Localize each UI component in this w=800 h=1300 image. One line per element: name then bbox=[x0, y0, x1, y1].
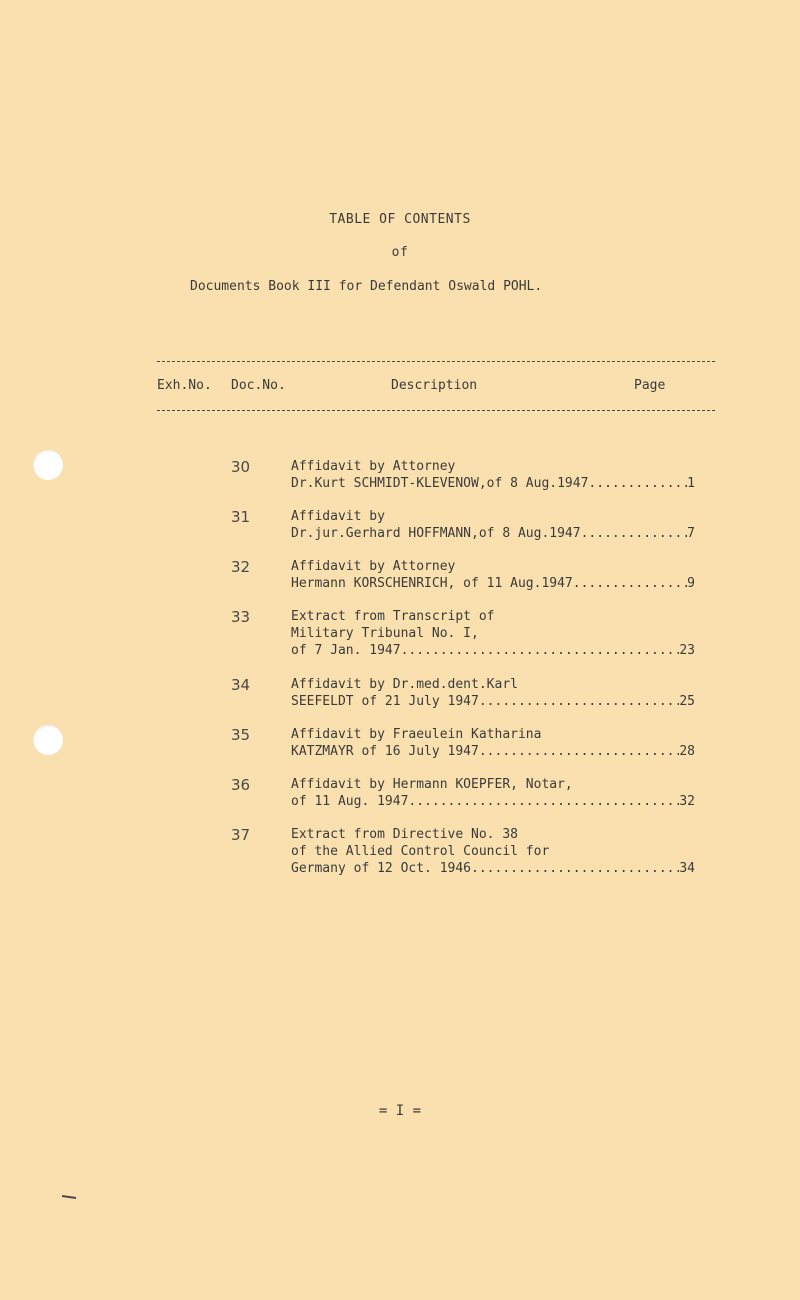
stray-mark bbox=[62, 1195, 76, 1199]
doc-number: 36 bbox=[231, 776, 251, 794]
entry-description bbox=[291, 676, 695, 710]
dot-leader bbox=[471, 860, 679, 877]
description-leader-line bbox=[291, 693, 695, 710]
document-subtitle: Documents Book III for Defendant Oswald POHL. bbox=[190, 279, 543, 294]
dot-leader bbox=[581, 525, 688, 542]
description-line: Affidavit by Attorney bbox=[291, 459, 456, 474]
description-last-line: of 11 Aug. 1947 bbox=[291, 794, 409, 809]
page-number: 9 bbox=[687, 576, 695, 591]
entry-description bbox=[291, 826, 695, 877]
page-number: 1 bbox=[687, 476, 695, 491]
page-number: 23 bbox=[679, 643, 695, 658]
entry-description bbox=[291, 558, 695, 592]
description-leader-line bbox=[291, 642, 695, 659]
description-leader-line bbox=[291, 575, 695, 592]
document-of-line: of bbox=[391, 245, 409, 260]
entry-description bbox=[291, 508, 695, 542]
dot-leader bbox=[479, 693, 680, 710]
description-leader-line bbox=[291, 525, 695, 542]
description-last-line: Germany of 12 Oct. 1946 bbox=[291, 861, 472, 876]
page-number: 32 bbox=[679, 794, 695, 809]
description-last-line: Dr.Kurt SCHMIDT-KLEVENOW,of 8 Aug.1947 bbox=[291, 476, 589, 491]
description-last-line: KATZMAYR of 16 July 1947 bbox=[291, 744, 479, 759]
column-header-doc-no: Doc.No. bbox=[231, 378, 286, 393]
dot-leader bbox=[479, 743, 680, 760]
column-header-page: Page bbox=[634, 378, 666, 393]
punch-hole bbox=[33, 725, 63, 755]
doc-number: 30 bbox=[231, 458, 251, 476]
description-leader-line bbox=[291, 743, 695, 760]
page-number: 7 bbox=[687, 526, 695, 541]
dot-leader bbox=[573, 575, 687, 592]
top-dashed-rule bbox=[157, 361, 715, 363]
document-title: TABLE OF CONTENTS bbox=[329, 212, 471, 227]
entry-description bbox=[291, 726, 695, 760]
description-last-line: Hermann KORSCHENRICH, of 11 Aug.1947 bbox=[291, 576, 573, 591]
description-line: Affidavit by Dr.med.dent.Karl bbox=[291, 677, 518, 692]
page-number: 34 bbox=[679, 861, 695, 876]
column-header-description: Description bbox=[391, 378, 478, 393]
doc-number: 33 bbox=[231, 608, 251, 626]
entry-description bbox=[291, 776, 695, 810]
doc-number: 34 bbox=[231, 676, 251, 694]
description-line: Affidavit by bbox=[291, 509, 385, 524]
page-number: 28 bbox=[679, 744, 695, 759]
page-number-footer: = I = bbox=[378, 1103, 422, 1119]
description-leader-line bbox=[291, 860, 695, 877]
description-line: Extract from Transcript of bbox=[291, 609, 495, 624]
doc-number: 37 bbox=[231, 826, 251, 844]
column-header-exh-no: Exh.No. bbox=[157, 378, 212, 393]
description-line: of the Allied Control Council for bbox=[291, 844, 550, 859]
punch-hole bbox=[33, 450, 63, 480]
doc-number: 35 bbox=[231, 726, 251, 744]
description-leader-line bbox=[291, 793, 695, 810]
doc-number: 32 bbox=[231, 558, 251, 576]
description-line: Affidavit by Attorney bbox=[291, 559, 456, 574]
dot-leader bbox=[401, 642, 680, 659]
description-line: Affidavit by Hermann KOEPFER, Notar, bbox=[291, 777, 573, 792]
description-last-line: SEEFELDT of 21 July 1947 bbox=[291, 694, 479, 709]
entry-description bbox=[291, 608, 695, 659]
description-line: Extract from Directive No. 38 bbox=[291, 827, 518, 842]
description-last-line: Dr.jur.Gerhard HOFFMANN,of 8 Aug.1947 bbox=[291, 526, 581, 541]
page-number: 25 bbox=[679, 694, 695, 709]
header-dashed-rule bbox=[157, 410, 715, 412]
description-line: Military Tribunal No. I, bbox=[291, 626, 479, 641]
description-last-line: of 7 Jan. 1947 bbox=[291, 643, 401, 658]
dot-leader bbox=[408, 793, 679, 810]
doc-number: 31 bbox=[231, 508, 251, 526]
description-line: Affidavit by Fraeulein Katharina bbox=[291, 727, 542, 742]
dot-leader bbox=[588, 475, 687, 492]
description-leader-line bbox=[291, 475, 695, 492]
entry-description bbox=[291, 458, 695, 492]
